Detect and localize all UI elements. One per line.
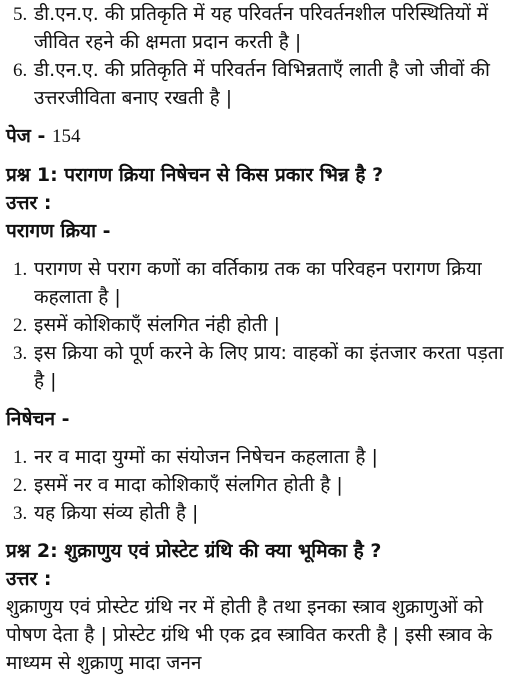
- list-item: 6. डी.एन.ए. की प्रतिकृति में परिवर्तन विभिन्नताएँ लाती है जो जीवों की उत्तरजीविता बनाए रखती है |: [32, 56, 519, 112]
- list-item: 2. इसमें कोशिकाएँ संलगित नंही होती |: [32, 311, 519, 339]
- fertilization-heading: निषेचन -: [6, 408, 70, 430]
- list-item: 3. इस क्रिया को पूर्ण करने के लिए प्राय: वाहकों का इंतजार करता पड़ता है |: [32, 339, 519, 395]
- answer-1-label: उत्तर :: [6, 192, 52, 214]
- fertilization-list: [6, 443, 519, 527]
- question-1: प्रश्न 1: परागण क्रिया निषेचन से किस प्रकार भिन्न है ?: [6, 164, 384, 186]
- page-ref-label: पेज -: [6, 125, 46, 147]
- list-item: 1. नर व मादा युग्मों का संयोजन निषेचन कहलाता है |: [32, 443, 519, 471]
- list-item: 1. परागण से पराग कणों का वर्तिकाग्र तक का परिवहन परागण क्रिया कहलाता है |: [32, 255, 519, 311]
- answer-2-label: उत्तर :: [6, 568, 52, 590]
- intro-list: [6, 0, 519, 112]
- list-item: 3. यह क्रिया संव्य होती है |: [32, 499, 519, 527]
- list-item: 2. इसमें नर व मादा कोशिकाएँ संलगित होती है |: [32, 471, 519, 499]
- answer-2-text: शुक्राणुय एवं प्रोस्टेट ग्रंथि नर में होती है तथा इनका स्त्राव शुक्राणुओं को पोषण देता है | प्रोस्टेट ग्रंथि भी एक द्रव स्त्रावित करती है | इसी स्त्राव के माध्यम से शुक्राणु मादा जनन: [6, 596, 493, 674]
- page-reference: [6, 122, 519, 151]
- page-number: 154: [52, 126, 81, 147]
- pollination-heading: परागण क्रिया -: [6, 220, 111, 242]
- question-2: प्रश्न 2: शुक्राणुय एवं प्रोस्टेट ग्रंथि की क्या भूमिका है ?: [6, 540, 382, 562]
- list-item: 5. डी.एन.ए. की प्रतिकृति में यह परिवर्तन परिवर्तनशील परिस्थितियों में जीवित रहने की क्षमता प्रदान करती है |: [32, 0, 519, 56]
- pollination-list: [6, 255, 519, 395]
